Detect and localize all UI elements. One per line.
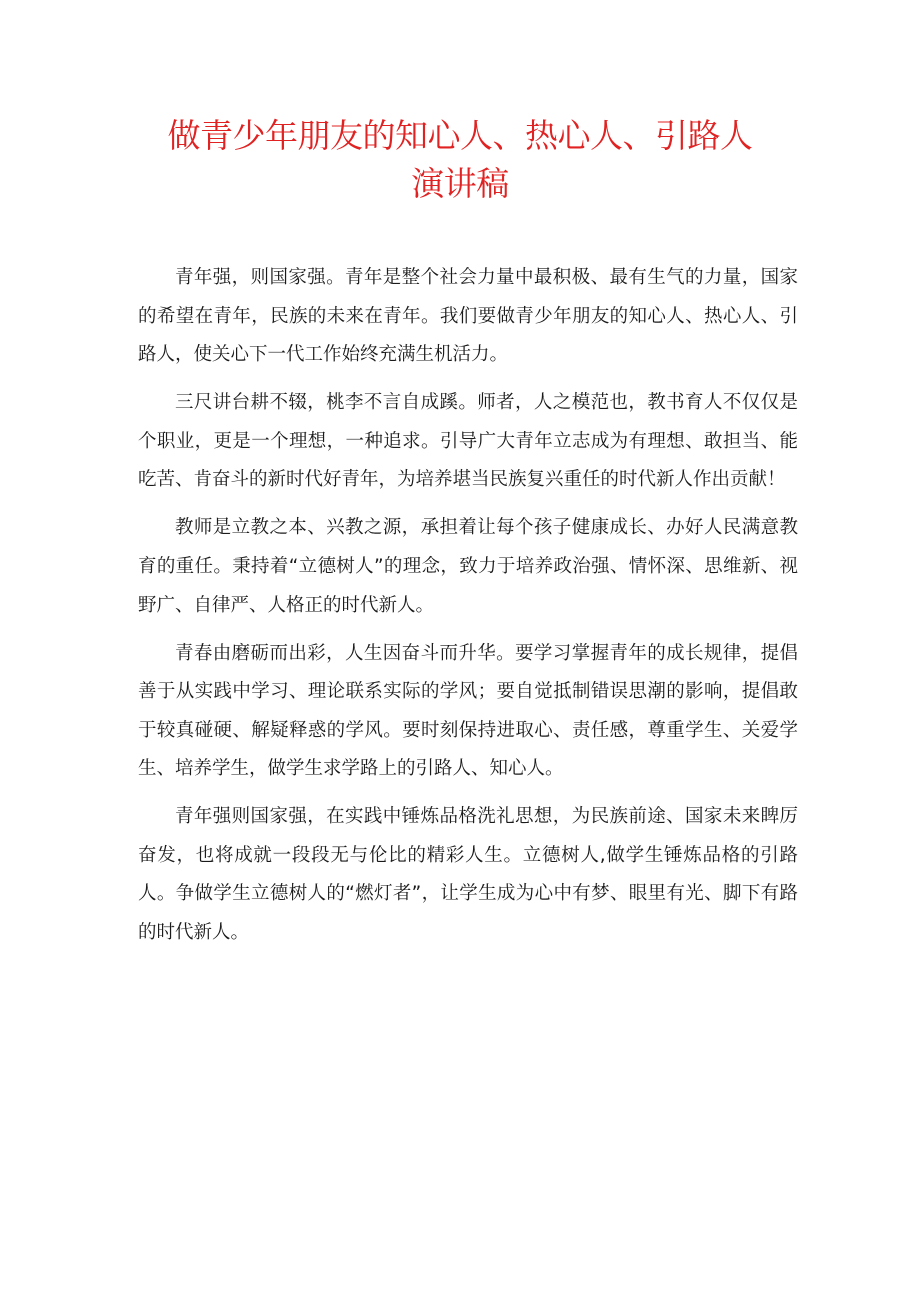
paragraph-4: 青春由磨砺而出彩，人生因奋斗而升华。要学习掌握青年的成长规律，提倡善于从实践中学习、理论联系实际的学风；要自觉抵制错误思潮的影响，提倡敢于较真碰硬、解疑释惑的学风。要时刻保持进取心、责任感，尊重学生、关爱学生、培养学生，做学生求学路上的引路人、知心人。: [138, 642, 798, 780]
document-title-line1: 做青少年朋友的知心人、热心人、引路人: [167, 116, 753, 155]
paragraph-5: 青年强则国家强，在实践中锤炼品格洗礼思想，为民族前途、国家未来睥厉奋发，也将成就一段段无与伦比的精彩人生。立德树人,做学生锤炼品格的引路人。争做学生立德树人的“燃灯者”，让学生成为心中有梦、眼里有光、脚下有路的时代新人。: [138, 806, 798, 944]
document-body: [138, 259, 798, 962]
paragraph-3: 教师是立教之本、兴教之源，承担着让每个孩子健康成长、办好人民满意教育的重任。秉持着“立德树人”的理念，致力于培养政治强、情怀深、思维新、视野广、自律严、人格正的时代新人。: [138, 517, 798, 616]
paragraph-2: 三尺讲台耕不辍，桃李不言自成蹊。师者，人之模范也，教书育人不仅仅是个职业，更是一个理想，一种追求。引导广大青年立志成为有理想、敢担当、能吃苦、肯奋斗的新时代好青年，为培养堪当民族复兴重任的时代新人作出贡献！: [138, 392, 798, 491]
paragraph-1: 青年强，则国家强。青年是整个社会力量中最积极、最有生气的力量，国家的希望在青年，民族的未来在青年。我们要做青少年朋友的知心人、热心人、引路人，使关心下一代工作始终充满生机活力。: [138, 267, 798, 366]
document-title-line2: 演讲稿: [411, 164, 509, 203]
